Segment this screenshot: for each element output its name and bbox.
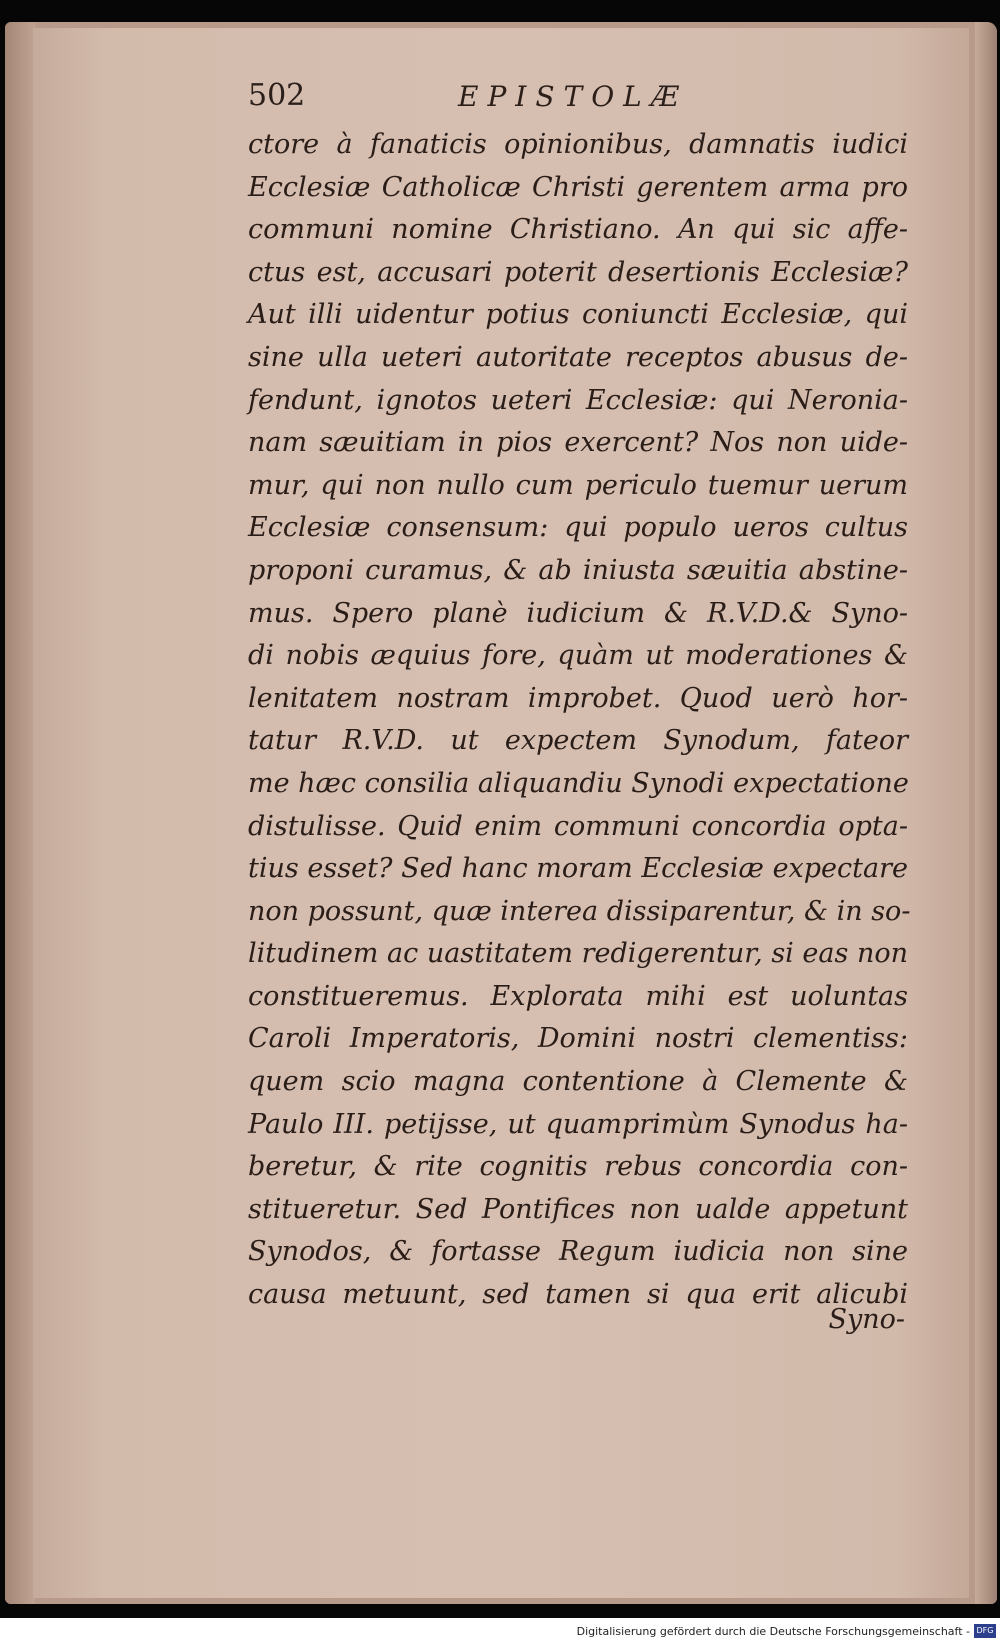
text-line: fendunt, ignotos ueteri Ecclesiæ: qui Neronia- [248,384,908,416]
text-line: non possunt, quæ interea dissiparentur, & in so- [248,895,911,927]
text-line: tius esset? Sed hanc moram Ecclesiæ expectare [248,853,908,885]
text-line: constitueremus. Explorata mihi est uoluntas [248,980,908,1012]
text-line: ctore à fanaticis opinionibus, damnatis iudici [248,129,908,160]
text-line: ctus est, accusari poterit desertionis Ecclesiæ? [248,256,908,288]
text-line: tatur R.V.D. ut expectem Synodum, fateor [248,725,908,757]
page-edge [975,22,997,1604]
text-line: communi nomine Christiano. An qui sic affe- [248,214,908,246]
page-number: 502 [248,78,306,113]
text-line: Caroli Imperatoris, Domini nostri clementiss: [248,1023,908,1055]
text-line: litudinem ac uastitatem redigerentur, si eas non [248,938,908,970]
text-line: Paulo III. petijsse, ut quamprimùm Synodus ha- [248,1108,908,1140]
page-header [248,78,708,122]
text-line: me hæc consilia aliquandiu Synodi expectatione [248,767,909,799]
footer-credit: Digitalisierung gefördert durch die Deutsche Forschungsgemeinschaft - [576,1625,970,1638]
footer-bar [0,1618,1000,1646]
catchword: Syno- [828,1304,905,1335]
text-line: distulisse. Quid enim communi concordia opta- [248,810,908,842]
text-line: Ecclesiæ consensum: qui populo ueros cultus [248,512,908,544]
text-line: di nobis æquius fore, quàm ut moderationes & [248,640,908,672]
text-line: lenitatem nostram improbet. Quod uerò hor- [248,682,908,714]
text-line: mus. Spero planè iudicium & R.V.D.& Syno- [248,597,908,629]
text-line: quem scio magna contentione à Clemente & [248,1066,908,1098]
text-line: sine ulla ueteri autoritate receptos abusus de- [248,341,908,373]
dfg-logo-icon: DFG [974,1624,996,1638]
text-line: Aut illi uidentur potius coniuncti Ecclesiæ, qui [248,299,908,331]
text-line: Synodos, & fortasse Regum iudicia non sine [248,1236,908,1268]
page-gutter [5,22,35,1604]
text-line: stitueretur. Sed Pontifices non ualde appetunt [248,1193,908,1225]
text-line: nam sæuitiam in pios exercent? Nos non uide- [248,427,908,459]
running-title: EPISTOLÆ [458,80,688,113]
text-line: causa metuunt, sed tamen si qua erit alicubi [248,1279,908,1311]
text-line: proponi curamus, & ab iniusta sæuitia abstine- [248,554,908,586]
text-line: Ecclesiæ Catholicæ Christi gerentem arma pro [248,171,908,203]
body-text [248,124,911,1317]
text-line: mur, qui non nullo cum periculo tuemur uerum [248,469,908,501]
text-line: beretur, & rite cognitis rebus concordia con- [248,1151,908,1183]
